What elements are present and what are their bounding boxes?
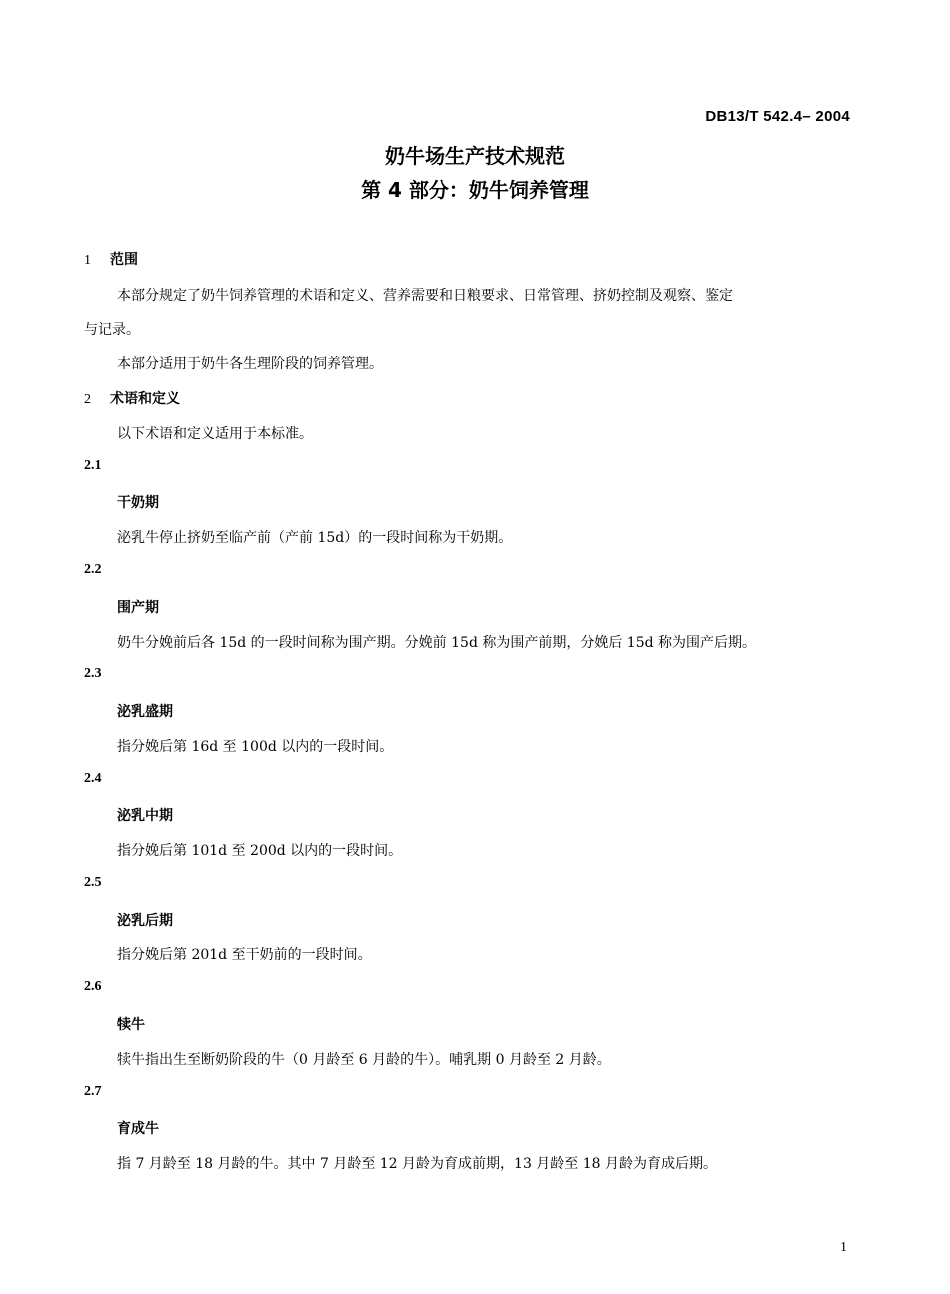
term-name: 泌乳盛期 [117, 704, 173, 720]
scope-paragraph-1-continuation: 与记录。 [84, 322, 140, 338]
clause-number: 2.7 [84, 1084, 102, 1099]
section-heading-scope [84, 249, 138, 269]
section-number: 1 [84, 253, 91, 268]
term-name: 干奶期 [117, 495, 159, 511]
page-number: 1 [840, 1240, 847, 1255]
standard-code: DB13/T 542.4– 2004 [705, 108, 850, 125]
term-definition: 指分娩后第 101d 至 200d 以内的一段时间。 [117, 843, 403, 859]
term-name: 泌乳后期 [117, 913, 173, 929]
section-heading-terms [84, 388, 180, 408]
term-definition: 犊牛指出生至断奶阶段的牛（0 月龄至 6 月龄的牛）。哺乳期 0 月龄至 2 月龄。 [117, 1052, 611, 1068]
clause-number: 2.3 [84, 666, 102, 681]
document-title: 奶牛场生产技术规范 [385, 144, 565, 168]
clause-number: 2.1 [84, 458, 102, 473]
term-definition: 指分娩后第 16d 至 100d 以内的一段时间。 [117, 739, 394, 755]
term-definition: 指 7 月龄至 18 月龄的牛。其中 7 月龄至 12 月龄为育成前期，13 月龄至 18 月龄为育成后期。 [117, 1156, 718, 1172]
clause-number: 2.5 [84, 875, 102, 890]
clause-number: 2.4 [84, 771, 102, 786]
section-number: 2 [84, 392, 91, 407]
term-name: 围产期 [117, 600, 159, 616]
term-name: 育成牛 [117, 1121, 159, 1137]
section-title: 范围 [110, 252, 138, 268]
clause-number: 2.6 [84, 979, 102, 994]
term-definition: 奶牛分娩前后各 15d 的一段时间称为围产期。分娩前 15d 称为围产前期，分娩后 15d 称为围产后期。 [117, 635, 757, 651]
terms-intro: 以下术语和定义适用于本标准。 [117, 426, 313, 442]
term-definition: 泌乳牛停止挤奶至临产前（产前 15d）的一段时间称为干奶期。 [117, 530, 513, 546]
term-definition: 指分娩后第 201d 至干奶前的一段时间。 [117, 947, 372, 963]
term-name: 泌乳中期 [117, 808, 173, 824]
term-name: 犊牛 [117, 1017, 145, 1033]
clause-number: 2.2 [84, 562, 102, 577]
scope-paragraph-2: 本部分适用于奶牛各生理阶段的饲养管理。 [117, 356, 383, 372]
section-title: 术语和定义 [110, 391, 180, 407]
document-subtitle: 第 4 部分：奶牛饲养管理 [361, 178, 589, 202]
scope-paragraph-1: 本部分规定了奶牛饲养管理的术语和定义、营养需要和日粮要求、日常管理、挤奶控制及观察、鉴定 [117, 288, 733, 304]
